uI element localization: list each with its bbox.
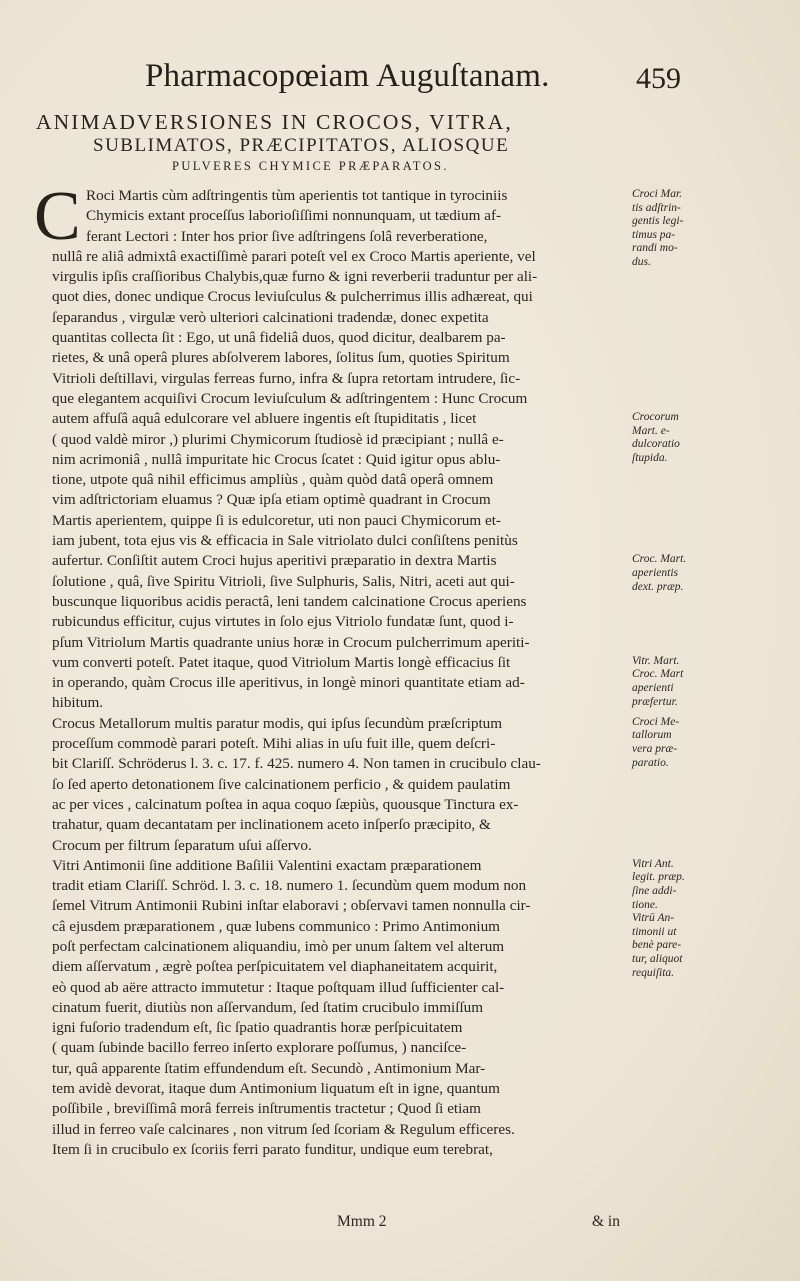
text-line: autem affuſâ aquâ edulcorare vel abluere ingentis eſt ſtupiditatis , licet <box>52 410 477 428</box>
text-line: poſt perfectam calcinationem aliquandiu, imò per unum ſaltem vel alterum <box>52 937 505 955</box>
text-line: in operando, quàm Crocus ille aperitivus, in longè minori quantitate etiam ad- <box>52 674 525 692</box>
text-line: tem avidè devorat, itaque dum Antimonium liquatum eſt in igne, quantum <box>52 1080 500 1098</box>
section-heading-line-3: PULVERES CHYMICE PRÆPARATOS. <box>172 159 449 173</box>
text-line: Crocus Metallorum multis paratur modis, qui ipſus ſecundùm præſcriptum <box>52 714 503 732</box>
running-head <box>0 58 800 98</box>
text-line: iam jubent, tota ejus vis & efficacia in Sale vitriolato dulci conſiſtens penitùs <box>52 532 518 550</box>
text-line: igni fuſorio tradendum eſt, ſic ſpatio quadrantis horæ perſpicuitatem <box>52 1019 463 1037</box>
text-line: quantitas collecta ſit : Ego, ut unâ fideliâ duos, quod dicitur, dealbarem pa- <box>52 329 506 347</box>
text-line: Martis aperientem, quippe ſi is edulcoretur, uti non pauci Chymicorum et- <box>52 511 501 529</box>
page-number: 459 <box>636 62 681 95</box>
text-line: rubicundus efficitur, cujus virtutes in ſolo ejus Vitriolo fundatæ ſunt, quod i- <box>52 613 514 631</box>
text-line: aufertur. Conſiſtit autem Croci hujus aperitivi præparatio in dextra Martis <box>52 552 497 570</box>
text-line: vum converti poteſt. Patet itaque, quod Vitriolum Martis longè efficacius ſit <box>52 653 511 671</box>
text-line: que elegantem acquiſivi Crocum leviuſculum & adſtringentem : Hunc Crocum <box>52 389 528 407</box>
text-line: vim adſtrictoriam eluamus ? Quæ ipſa etiam optimè quadrant in Crocum <box>52 491 491 509</box>
margin-note: Vitri Ant. legit. præp. ſine addi- tione. Vitrū An- timonii ut benè pare- tur, aliquot requiſita. <box>632 857 685 979</box>
text-line: quot dies, donec undique Crocus leviuſculus & pulcherrimus illis adhæreat, qui <box>52 288 533 306</box>
text-line: Vitri Antimonii ſine additione Baſilii Valentini exactam præparationem <box>52 856 482 874</box>
text-line: diem aſſervatum , ægrè poſtea perſpicuitatem vel diaphaneitatem acquirit, <box>52 958 498 976</box>
text-line: ( quod valdè miror ,) plurimi Chymicorum ſtudiosè id præcipiant ; nullâ e- <box>52 430 504 448</box>
drop-capital: C <box>34 178 81 255</box>
margin-note: Crocorum Mart. e- dulcoratio ſtupida. <box>632 411 680 465</box>
text-line: ferant Lectori : Inter hos prior ſive adſtringens ſolâ reverberatione, <box>86 227 488 245</box>
text-line: eò quod ab aëre attracto immutetur : Itaque poſtquam illud ſufficienter cal- <box>52 978 505 996</box>
text-line: câ ejusdem præparationem , quæ lubens communico : Primo Antimonium <box>52 917 500 935</box>
section-heading-line-2: SUBLIMATOS, PRÆCIPITATOS, ALIOSQUE <box>93 135 510 156</box>
text-line: ( quam ſubinde bacillo ferreo inſerto explorare poſſumus, ) nanciſce- <box>52 1039 467 1057</box>
margin-note: Croci Mar. tis adſtrin- gentis legi- timus pa- randi mo- dus. <box>632 188 684 268</box>
margin-note: Croci Me- tallorum vera præ- paratio. <box>632 715 680 769</box>
text-line: tione, utpote quâ nihil efficimus ampliùs , quàm quòd datâ operâ omnem <box>52 471 494 489</box>
text-line: pſum Vitriolum Martis quadrante unius horæ in Crocum pulcherrimum aperiti- <box>52 633 530 651</box>
running-title: Pharmacopœiam Auguſtanam. <box>145 58 550 94</box>
text-line: tur, quâ apparente ſtatim effundendum eſt. Secundò , Antimonium Mar- <box>52 1059 486 1077</box>
text-line: rietes, & unâ operâ plures abſolverem labores, ſolitus ſum, quoties Spiritum <box>52 349 510 367</box>
text-line: poſſibile , breviſſimâ morâ ferreis inſtrumentis tractetur ; Quod ſi etiam <box>52 1100 481 1118</box>
catchword: & in <box>592 1213 620 1230</box>
text-line: nullâ re aliâ admixtâ exactiſſimè parari poteſt vel ex Croco Martis aperiente, vel <box>52 247 536 265</box>
text-line: cinatum fuerit, diutiùs non aſſervandum, ſed ſtatim crucibulo immiſſum <box>52 998 484 1016</box>
text-line: ſolutione , quâ, ſive Spiritu Vitrioli, ſive Sulphuris, Salis, Nitri, aceti aut qui- <box>52 572 515 590</box>
text-line: hibitum. <box>52 694 104 712</box>
text-line: Item ſi in crucibulo ex ſcoriis ferri parato funditur, undique eum terebrat, <box>52 1140 493 1158</box>
text-line: tradit etiam Clariſſ. Schröd. l. 3. c. 18. numero 1. ſecundùm quem modum non <box>52 877 527 895</box>
section-heading-line-1: ANIMADVERSIONES IN CROCOS, VITRA, <box>36 110 513 134</box>
margin-note: Croc. Mart. aperientis dext. præp. <box>632 553 687 593</box>
text-line: ſeparandus , virgulæ verò ulteriori calcinationi tradendæ, donec expetita <box>52 308 489 326</box>
body-text <box>52 186 624 1160</box>
text-line: bit Clariſſ. Schröderus l. 3. c. 17. f. 425. numero 4. Non tamen in crucibulo clau- <box>52 755 541 773</box>
text-line: Roci Martis cùm adſtringentis tùm aperientis tot tantique in tyrociniis <box>86 187 508 204</box>
text-line: ſo ſed aperto detonationem ſive calcinationem perficio , & quidem paulatim <box>52 775 511 793</box>
text-line: Vitrioli deſtillavi, virgulas ferreas furno, infra & ſupra retortam intrudere, ſic- <box>52 369 521 387</box>
text-line: Chymicis extant proceſſus laborioſiſſimi nonnunquam, ut tædium af- <box>86 207 502 225</box>
text-line: illud in ferreo vaſe calcinares , non vitrum ſed ſcoriam & Regulum efficeres. <box>52 1120 515 1138</box>
text-line: proceſſum commodè parari poteſt. Mihi alias in uſu fuit ille, quem deſcri- <box>52 735 496 753</box>
margin-note: Vitr. Mart. Croc. Mart aperienti præfertur. <box>632 654 684 708</box>
text-line: Crocum per filtrum ſeparatum uſui aſſervo. <box>52 836 312 854</box>
text-line: virgulis ipſis craſſioribus Chalybis,quæ furno & igni reverberii traduntur per ali- <box>52 268 538 286</box>
text-line: trahatur, quam decantatam per inclinationem aceto inſperſo præcipito, & <box>52 816 491 834</box>
text-line: buscunque liquoribus acidis peractâ, leni tandem calcinatione Crocus aperiens <box>52 592 527 610</box>
text-line: nim acrimoniâ , nullâ impuritate hic Crocus ſcatet : Quid igitur opus ablu- <box>52 450 501 468</box>
text-line: ſemel Vitrum Antimonii Rubini inſtar elaboravi ; obſervavi tamen nonnulla cir- <box>52 897 531 915</box>
signature-mark: Mmm 2 <box>337 1213 387 1230</box>
text-line: ac per vices , calcinatum poſtea in aqua coquo ſæpiùs, quousque Tinctura ex- <box>52 795 519 813</box>
